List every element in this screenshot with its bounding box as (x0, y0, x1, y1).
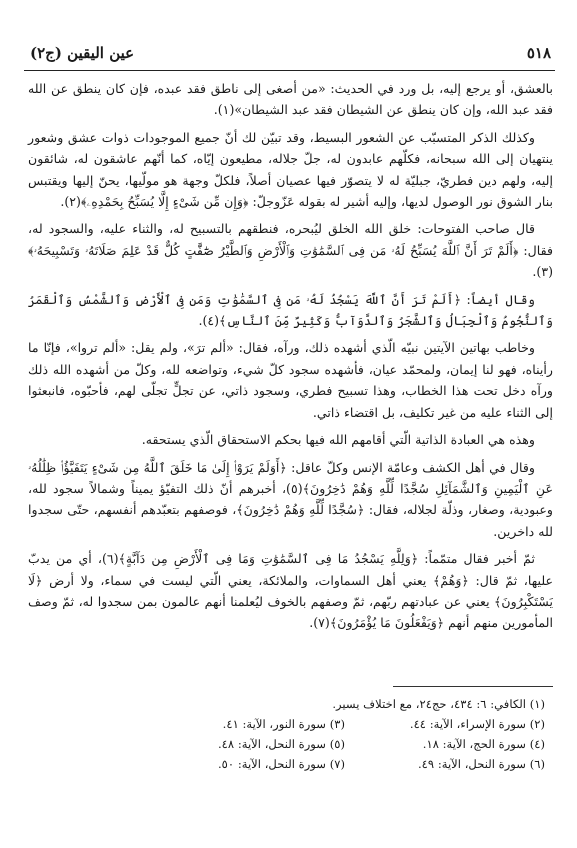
footnotes (60, 694, 555, 774)
paragraph-1: بالعشق، أو يرجع إليه، بل ورد في الحديث: «من أصغى إلى ناطق فقد عبده، فإن كان ينطق عن الله فقد عبد الله، وإن كان ينطق عن الشيطان فقد عبد الشيطان»(١). (28, 81, 553, 118)
footnote-row (60, 714, 555, 734)
paragraph-5: وخاطب بهاتين الآيتين نبيّه الّذي أشهده ذلك، ورآه، فقال: «ألم ترَ»، ولم يقل: «ألم تروا»، فإنّا ما رأيناه، فهو لنا إيمان، ولمحمّد عيان، فأشهده سجود كلّ شيء، وتواضعه لله، وكلّ من أشهده الله ذلك ورآه دخل تحت هذا الخطاب، وهذا تسبيح فطري، وسجود ذاتي، عن تجلٍّ تجلّى لهم، فأحبّوه، فانبعثوا إلى الثناء عليه من غير تكليف، بل اقتضاء ذاتي. (28, 340, 553, 420)
footnote-row (60, 754, 555, 774)
footnote-1: (١) الكافي: ٦: ٤٣٤، حج٢٤، مع اختلاف يسير. (332, 697, 545, 711)
paragraph-7: وقال في أهل الكشف وعامّة الإنس وكلّ عاقل: ﴿أَوَلَمْ يَرَوْا۟ إِلَىٰ مَا خَلَقَ ٱللَّهُ مِن شَىْءٍ يَتَفَيَّؤُا۟ ظِلَٰلُهُۥ عَنِ ٱلْيَمِينِ وَٱلشَّمَآئِلِ سُجَّدًا لِّلَّهِ وَهُمْ دَٰخِرُونَ﴾(٥)، أخبرهم أنّ ذلك التفيّؤ يميناً وشمالاً سجود لله، وعبودية، وصغار، وذلّة لجلاله، فقال: ﴿سُجَّدًا لِّلَّهِ وَهُمْ دَٰخِرُونَ﴾، فوصفهم بتعبّدهم أنفسهم، حتّى سجدوا لله داخرين. (28, 459, 553, 539)
paragraph-3: قال صاحب الفتوحات: خلق الله الخلق ليُبحره، فنطقهم بالتسبيح له، والثناء عليه، والسجود له، فقال: ﴿أَلَمْ تَرَ أَنَّ ٱللَّهَ يُسَبِّحُ لَهُۥ مَن فِى ٱلسَّمَٰوَٰتِ وَٱلْأَرْضِ وَٱلطَّيْرُ صَٰٓفَّٰتٍ كُلٌّ قَدْ عَلِمَ صَلَاتَهُۥ وَتَسْبِيحَهُۥ﴾(٣). (28, 221, 553, 280)
footnote-3: (٣) سورة النور، الآية: ٤١. (222, 717, 345, 731)
paragraph-2: وكذلك الذكر المتسبّب عن الشعور البسيط، وقد تبيّن لك أنّ جميع الموجودات ذوات عشق وشعور ينتهيان إلى الله سبحانه، فكلّهم عابدون له، جلّ جلاله، مطيعون إيّاه، كما أنّهم عاشقون له، شائقون إليه، ولهم دين فطريّ، جبليّة له لا يتصوّر فيها عصيان أصلاً، فلكلّ وجهة هو مولّيها، يحنّ إليها ويقتبس بنار الشوق نور الوصول لديها، وإليه أشير له بقوله عَزّوجلّ: ﴿وَإِن مِّن شَىْءٍ إِلَّا يُسَبِّحُ بِحَمْدِهِۦ﴾(٢). (28, 129, 553, 210)
main-text (28, 78, 553, 640)
footnote-row (60, 734, 555, 754)
paragraph-8: ثمّ أخبر فقال متمّماً: ﴿وَلِلَّهِ يَسْجُدُ مَا فِى ٱلسَّمَٰوَٰتِ وَمَا فِى ٱلْأَرْضِ مِن دَآبَّةٍ﴾(٦)، أي من يدبّ عليها، ثمّ قال: ﴿وَهُمْ﴾ يعني أهل السماوات، والملائكة، يعني الّتي ليست في سماء، ولا أرض ﴿لَا يَسْتَكْبِرُونَ﴾ يعني عن عبادتهم ربّهم، ثمّ وصفهم بالخوف ليُعلمنا أنهم عالمون بمن سجدوا له، ثمّ وصف المأمورين منهم أنهم ﴿وَيَفْعَلُونَ مَا يُؤْمَرُونَ﴾(٧). (28, 551, 553, 631)
footnote-rule (393, 686, 553, 687)
footnote-2: (٢) سورة الإسراء، الآية: ٤٤. (409, 717, 545, 731)
paragraph-6: وهذه هي العبادة الذاتية الّتي أقامهم الله فيها بحكم الاستحقاق الّذي يستحقه. (141, 432, 535, 448)
header-rule (24, 70, 555, 71)
page-number: ٥١٨ (526, 44, 551, 62)
running-title: عين اليقين (ج٢) (30, 44, 135, 62)
footnote-7: (٧) سورة النحل، الآية: ٥٠. (217, 757, 345, 771)
footnote-6: (٦) سورة النحل، الآية: ٤٩. (417, 757, 545, 771)
paragraph-4: وقال أيضاً: ﴿أَلَمْ تَرَ أَنَّ ٱللَّهَ يَسْجُدُ لَهُۥ مَن فِى ٱلسَّمَٰوَٰتِ وَمَن فِى ٱلْأَرْضِ وَٱلشَّمْسُ وَٱلْقَمَرُ وَٱلنُّجُومُ وَٱلْجِبَالُ وَٱلشَّجَرُ وَٱلدَّوَآبُّ وَكَثِيرٌ مِّنَ ٱلنَّاسِ﴾(٤). (28, 291, 553, 329)
footnote-5: (٥) سورة النحل، الآية: ٤٨. (217, 737, 345, 751)
footnote-4: (٤) سورة الحج، الآية: ١٨. (422, 737, 545, 751)
page-header (24, 42, 555, 68)
